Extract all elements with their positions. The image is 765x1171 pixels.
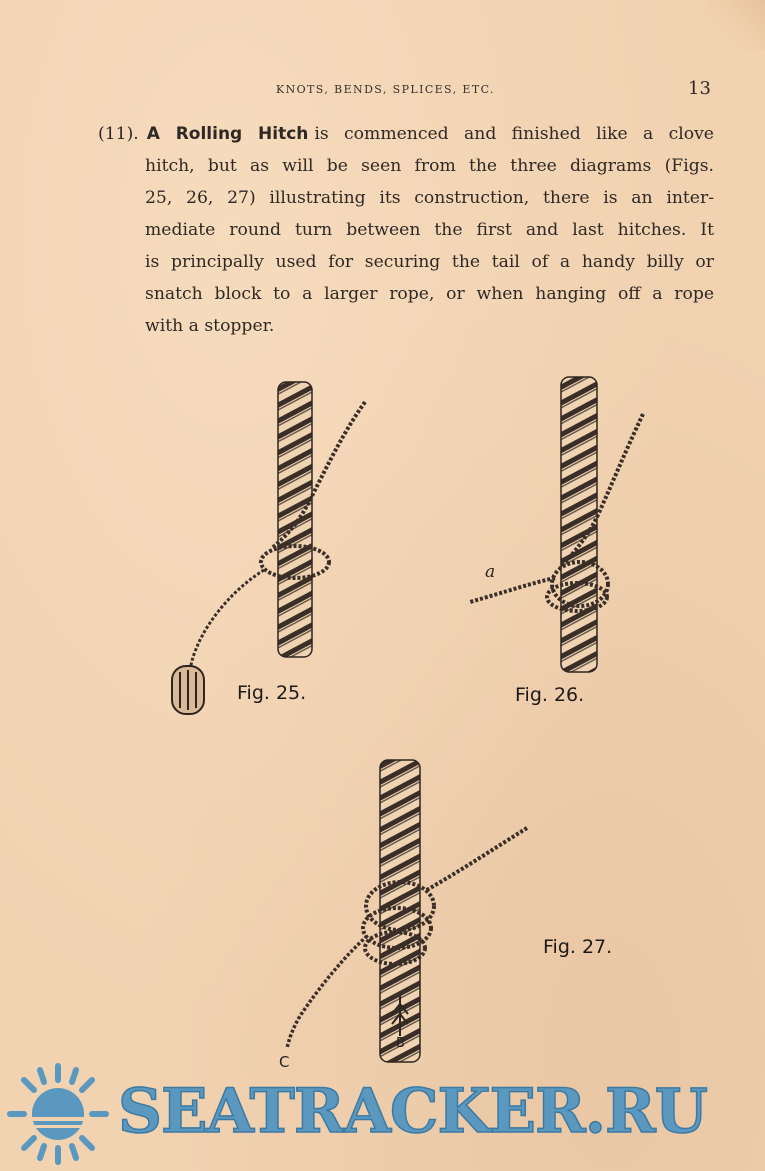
figure-27 <box>275 756 655 1076</box>
figure-27-label-c: C <box>279 1053 290 1071</box>
figure-26 <box>465 372 655 712</box>
paragraph-line-4: mediate round turn between the first and last hitches. It <box>145 220 714 240</box>
seatracker-watermark <box>0 1062 765 1171</box>
figure-25 <box>160 370 390 720</box>
rolling-hitch-paragraph <box>98 118 714 342</box>
figure-26-label-a: a <box>485 562 496 582</box>
paragraph-line-2: hitch, but as will be seen from the three diagrams (Figs. <box>145 156 714 176</box>
page-corner-fold <box>705 0 765 50</box>
figure-26-illustration <box>465 372 655 712</box>
paragraph-line-7: with a stopper. <box>145 316 275 336</box>
paragraph-line-3: 25, 26, 27) illustrating its construction, there is an inter- <box>145 188 714 208</box>
paragraph-title: A Rolling Hitch <box>146 124 309 144</box>
watermark-text: SEATRACKER.RU <box>118 1076 707 1147</box>
figure-26-caption: Fig. 26. <box>515 684 585 706</box>
paragraph-line-1 <box>98 118 714 150</box>
figure-27-label-b: B <box>396 1036 405 1051</box>
page-header <box>0 78 765 102</box>
figure-25-illustration <box>160 370 390 720</box>
paragraph-line-5: is principally used for securing the tail of a handy billy or <box>145 252 714 272</box>
figure-27-caption: Fig. 27. <box>543 936 613 958</box>
running-head: KNOTS, BENDS, SPLICES, ETC. <box>276 83 495 96</box>
figure-27-illustration <box>275 756 655 1076</box>
sun-logo-icon <box>0 1062 118 1171</box>
page-number: 13 <box>688 78 711 99</box>
paragraph-line-6: snatch block to a larger rope, or when hanging off a rope <box>145 284 714 304</box>
figure-25-caption: Fig. 25. <box>237 682 307 704</box>
paragraph-text: is commenced and finished like a clove <box>314 124 714 144</box>
paragraph-number: (11). <box>98 124 139 144</box>
